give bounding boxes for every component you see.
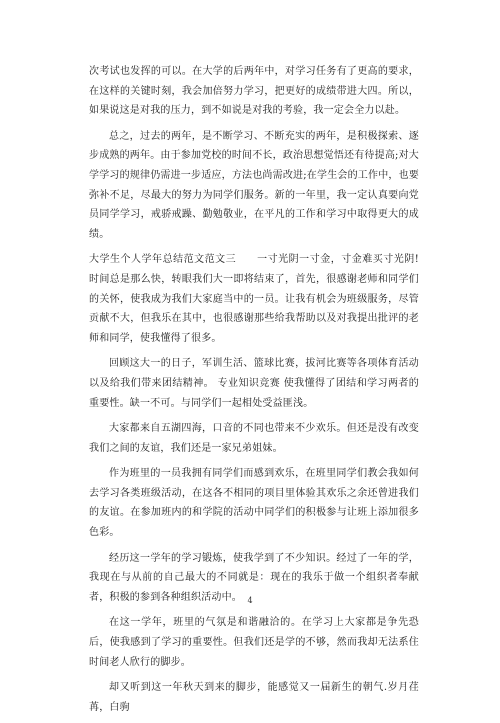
paragraph: 次考试也发挥的可以。在大学的后两年中，对学习任务有了更高的要求，在这样的关键时刻，我会加倍努力学习，把更好的成绩带进大四。所以，如果说这是对我的压力，到不如说是对我的考验，我一定会全力以赴。 — [89, 66, 419, 117]
paragraph: 却又听到这一年秋天到来的脚步，能感觉又一届新生的朝气.岁月荏苒，白驹 — [89, 682, 419, 713]
paragraph: 大学生个人学年总结范文范文三 一寸光阴一寸金，寸金难买寸光阴!时间总是那么快，转眼我们大一即将结束了，首先，很感谢老师和同学们的关怀，使我成为我们大家庭当中的一员。让我有机会为班级服务，尽管贡献不大，但我乐在其中，也很感谢那些给我帮助以及对我提出批评的老师和同学，使我懂得了很多。 — [89, 254, 419, 344]
paragraph: 经历这一学年的学习锻炼，使我学到了不少知识。经过了一年的学，我现在与从前的自己最大的不同就是：现在的我乐于做一个组织者奉献者，积极的参到各种组织活动中。 — [89, 552, 419, 603]
paragraph: 作为班里的一员我拥有同学们而感到欢乐，在班里同学们教会我如何去学习各类班级活动，在这各不相同的项目里体验其欢乐之余还曾进我们的友谊。在参加班内的和学院的活动中同学们的积极参与让班上添加很多色彩。 — [89, 468, 419, 539]
page-number: 4 — [247, 596, 253, 605]
paragraph: 回顾这大一的日子，军训生活、篮球比赛，拔河比赛等各项体育活动以及给我们带来团结精神。 专业知识竞赛 使我懂得了团结和学习两者的重要性。缺一不可。与同学们一起相处受益匪浅。 — [89, 358, 419, 409]
paragraph: 在这一学年，班里的气氛是和谐融洽的。在学习上大家都是争先恐后，使我感到了学习的重要性。但我们还是学的不够，然而我却无法系住时间老人欣行的脚步。 — [89, 617, 419, 668]
document-body — [89, 62, 419, 723]
paragraph: 大家都来自五湖四海，口音的不同也带来不少欢乐。但还是没有改变我们之间的友谊，我们还是一家兄弟姐妹。 — [89, 423, 419, 454]
paragraph: 总之，过去的两年，是不断学习、不断充实的两年，是积极探索、逐步成熟的两年。由于参加党校的时间不长，政治思想觉悟还有待提高;对大学学习的规律仍需进一步适应，方法也尚需改进;在学生会的工作中，也要弥补不足，尽最大的努力为同学们服务。新的一年里，我一定认真要向党员同学学习，戒骄戒躁、勤勉敬业，在平凡的工作和学习中取得更大的成绩。 — [89, 130, 419, 240]
